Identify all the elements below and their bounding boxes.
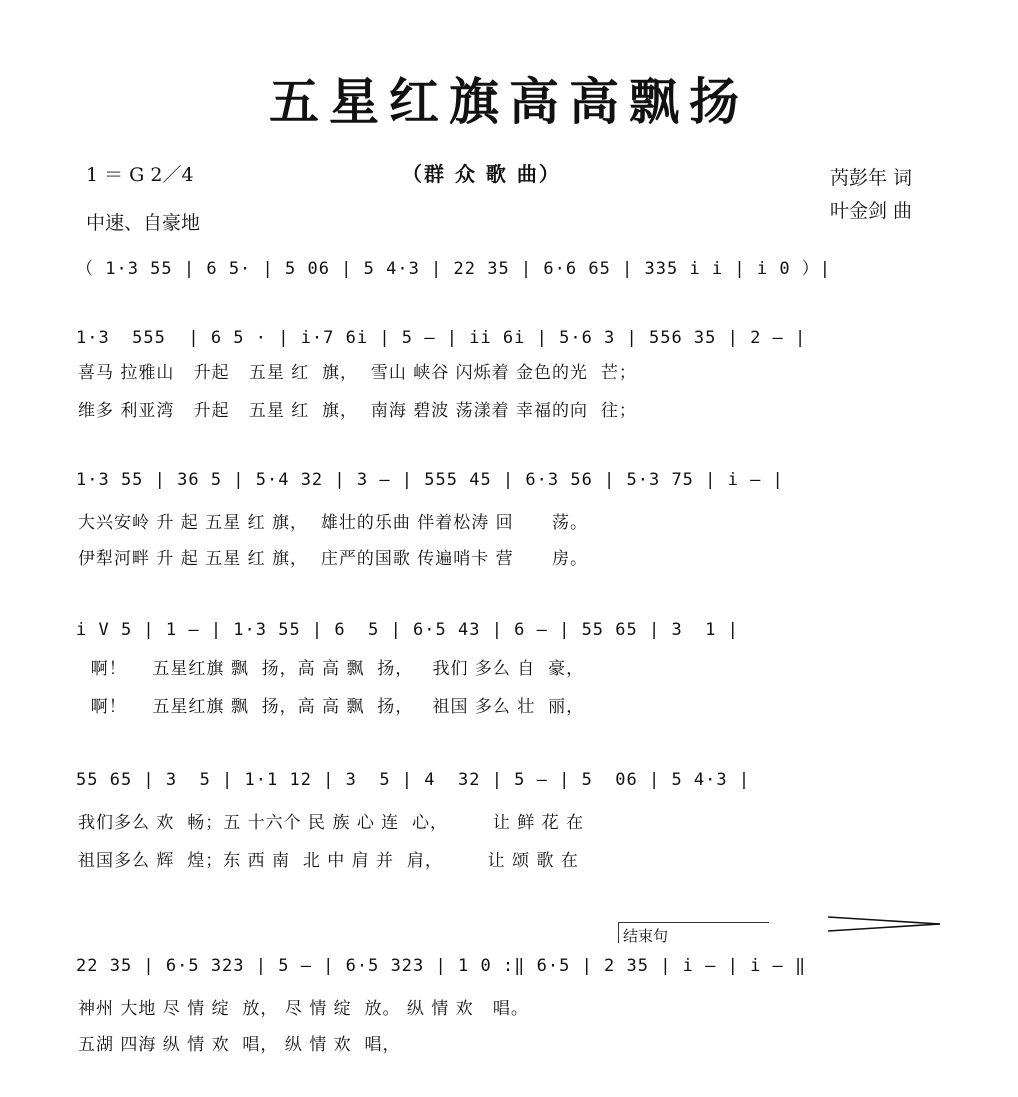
notation-line-5: 55 65 | 3 5 | 1·1 12 | 3 5 | 4 32 | 5 — | 5 06 | 5 4·3 | (76, 770, 751, 790)
composer-credit: 叶金剑 曲 (830, 200, 913, 222)
notation-line-2: 1·3 555 | 6 5 · | i·7 6i | 5 — | ii 6i | 5·6 3 | 556 35 | 2 — | (76, 328, 807, 348)
notation-line-4: i V 5 | 1 — | 1·3 55 | 6 5 | 6·5 43 | 6 — | 55 65 | 3 1 | (76, 620, 739, 640)
lyric-line-6-verse-1: 神州 大地 尽 情 绽 放， 尽 情 绽 放。 纵 情 欢 唱。 (78, 999, 529, 1019)
ending-label: 结束句 (623, 927, 669, 945)
lyric-line-3-verse-1: 大兴安岭 升 起 五星 红 旗， 雄壮的乐曲 伴着松涛 回 荡。 (78, 513, 589, 533)
lyric-line-2-verse-1: 喜马 拉雅山 升起 五星 红 旗， 雪山 峡谷 闪烁着 金色的光 芒； (78, 363, 637, 383)
lyric-line-3-verse-2: 伊犁河畔 升 起 五星 红 旗， 庄严的国歌 传遍哨卡 营 房。 (78, 549, 589, 569)
notation-line-1: （ 1·3 55 | 6 5· | 5 06 | 5 4·3 | 22 35 | 6·6 65 | 335 i i | i 0 ）| (76, 259, 832, 279)
decrescendo-hairpin (826, 914, 946, 938)
lyric-line-5-verse-2: 祖国多么 辉 煌；东 西 南 北 中 肩 并 肩， 让 颂 歌 在 (78, 851, 579, 871)
key-signature: 1 ＝ G 2／4 (86, 164, 194, 186)
notation-line-6: 22 35 | 6·5 323 | 5 — | 6·5 323 | 1 0 :‖ 6·5 | 2 35 | i — | i — ‖ (76, 956, 807, 976)
song-title: 五星红旗高高飘扬 (269, 72, 749, 131)
lyric-line-4-verse-2: 啊！ 五星红旗 飘 扬，高 高 飘 扬， 祖国 多么 壮 丽， (78, 697, 585, 717)
tempo-marking: 中速、自豪地 (86, 212, 201, 234)
ending-bracket (618, 922, 769, 943)
lyric-line-4-verse-1: 啊！ 五星红旗 飘 扬，高 高 飘 扬， 我们 多么 自 豪， (78, 659, 585, 679)
lyric-line-2-verse-2: 维多 利亚湾 升起 五星 红 旗， 南海 碧波 荡漾着 幸福的向 往； (78, 401, 637, 421)
genre-label: （群 众 歌 曲） (402, 162, 561, 186)
notation-line-3: 1·3 55 | 36 5 | 5·4 32 | 3 — | 555 45 | 6·3 56 | 5·3 75 | i — | (76, 470, 784, 490)
lyric-line-6-verse-2: 五湖 四海 纵 情 欢 唱， 纵 情 欢 唱， (78, 1035, 401, 1055)
lyric-line-5-verse-1: 我们多么 欢 畅；五 十六个 民 族 心 连 心， 让 鲜 花 在 (78, 813, 585, 833)
lyricist-credit: 芮彭年 词 (830, 167, 913, 189)
